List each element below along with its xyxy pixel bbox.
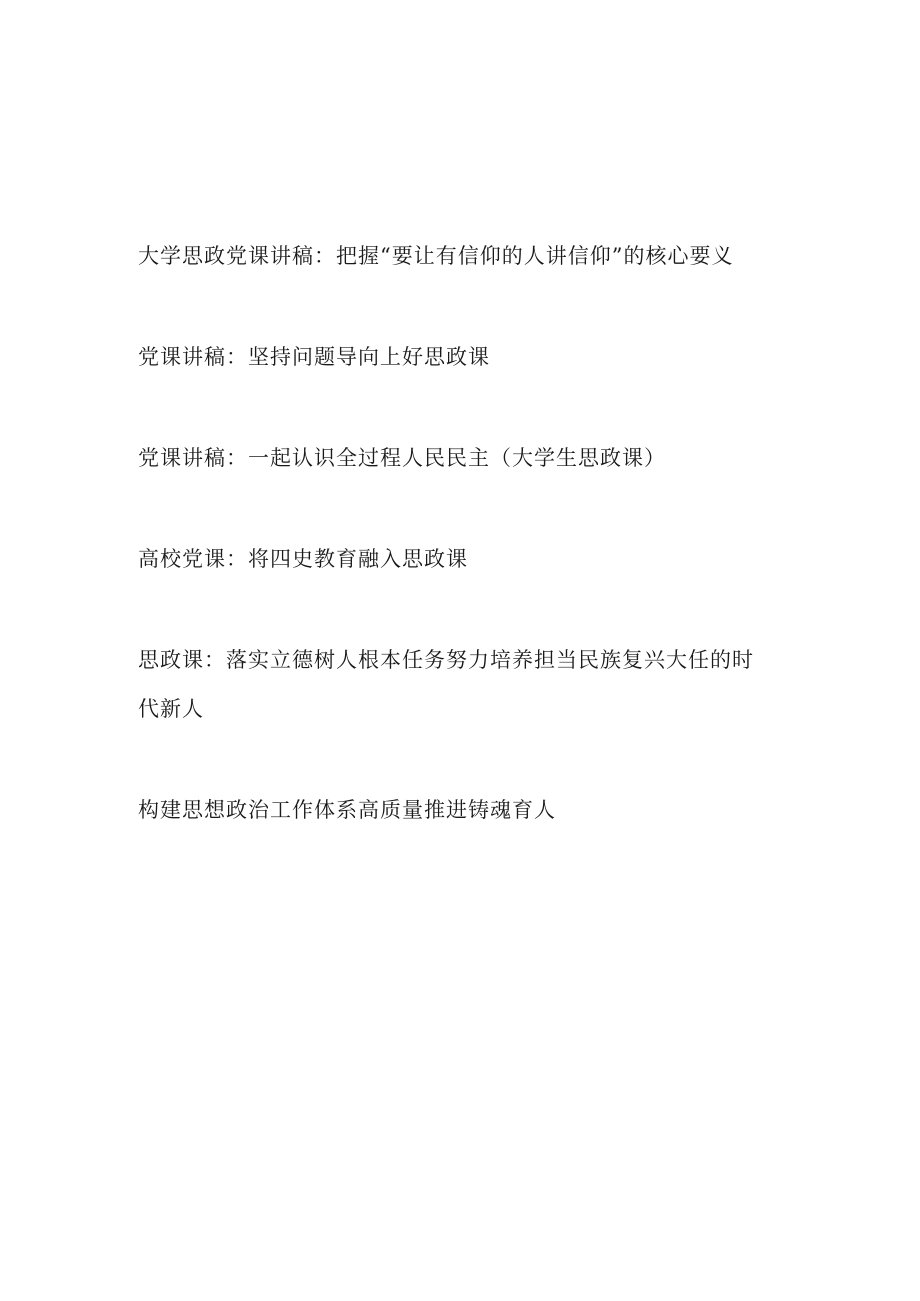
title-list: [138, 232, 758, 887]
title-item-6: 构建思想政治工作体系高质量推进铸魂育人: [138, 798, 556, 822]
title-item-2: 党课讲稿：坚持问题导向上好思政课: [138, 345, 490, 369]
title-item-4: 高校党课：将四史教育融入思政课: [138, 547, 468, 571]
title-item-3: 党课讲稿：一起认识全过程人民民主（大学生思政课）: [138, 446, 666, 470]
title-item-1: 大学思政党课讲稿：把握“要让有信仰的人讲信仰”的核心要义: [138, 244, 734, 268]
title-item-5: 思政课：落实立德树人根本任务努力培养担当民族复兴大任的时代新人: [138, 648, 754, 721]
